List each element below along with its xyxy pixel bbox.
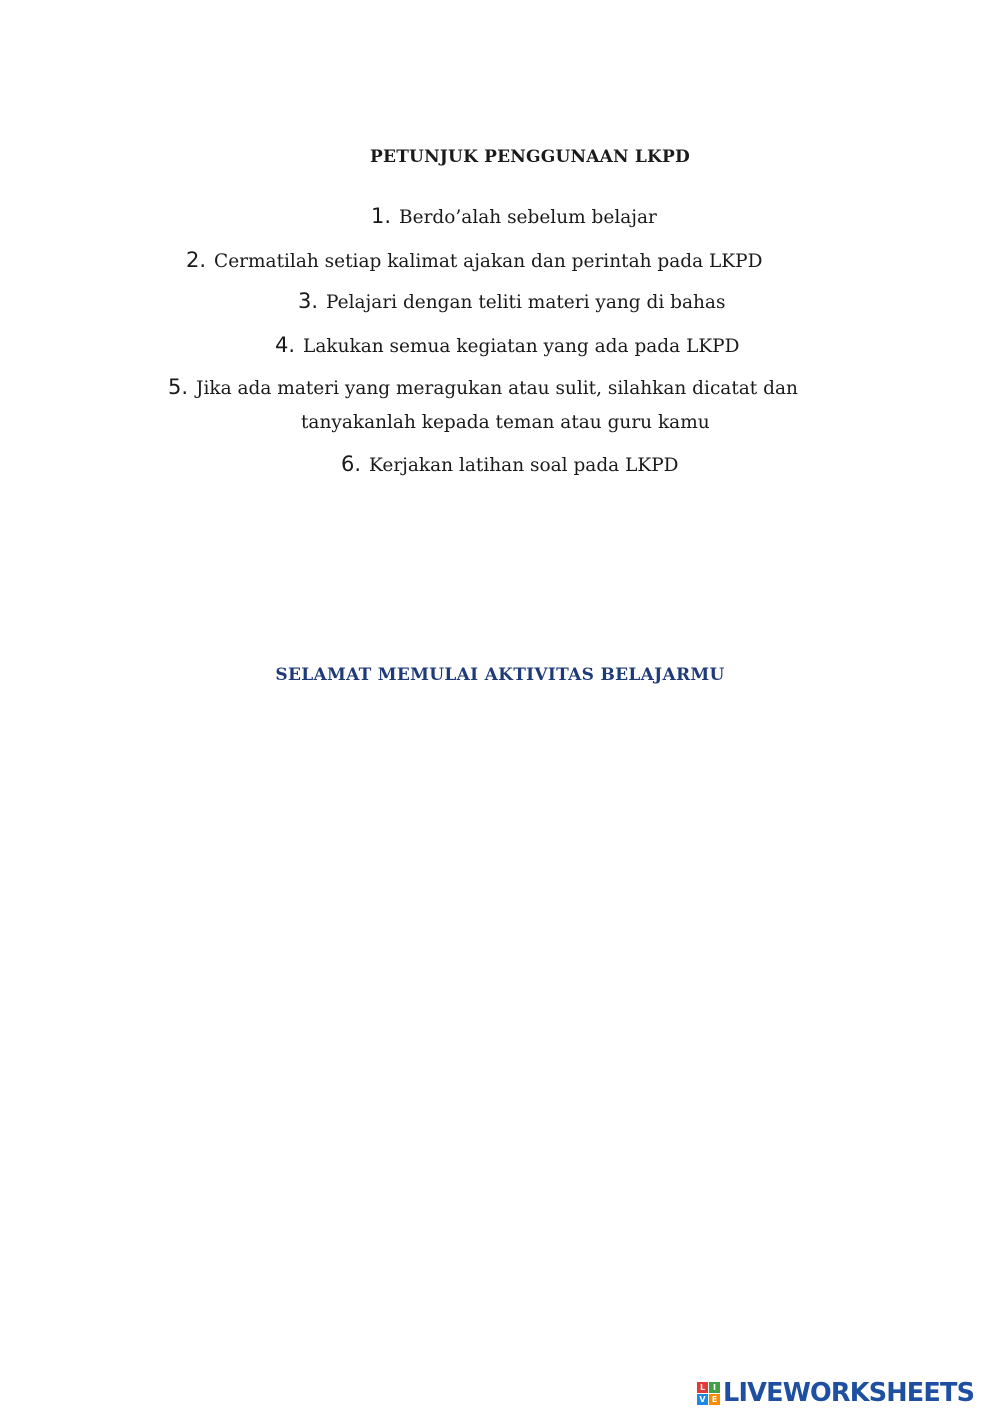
list-item <box>298 289 725 315</box>
list-item <box>168 375 798 401</box>
item-text: Berdo’alah sebelum belajar <box>399 207 657 228</box>
logo-mark-letter: I <box>709 1382 720 1393</box>
item-text: Cermatilah setiap kalimat ajakan dan perintah pada LKPD <box>214 251 763 272</box>
list-item-continuation: tanyakanlah kepada teman atau guru kamu <box>301 412 710 433</box>
logo-mark-letter: E <box>709 1394 720 1405</box>
list-item <box>341 452 678 478</box>
list-item <box>275 333 739 359</box>
list-item <box>186 248 762 274</box>
list-item <box>371 204 657 230</box>
liveworksheets-logo-icon <box>697 1382 720 1405</box>
item-number: 1. <box>371 204 392 228</box>
logo-mark-letter: L <box>697 1382 708 1393</box>
item-text: Jika ada materi yang meragukan atau sulit, silahkan dicatat dan <box>196 378 798 399</box>
logo-text: LIVEWORKSHEETS <box>723 1378 975 1408</box>
item-number: 6. <box>341 452 362 476</box>
logo-mark-letter: V <box>697 1394 708 1405</box>
item-number: 3. <box>298 289 319 313</box>
item-number: 4. <box>275 333 296 357</box>
item-text: Pelajari dengan teliti materi yang di bahas <box>326 292 726 313</box>
closing-message: SELAMAT MEMULAI AKTIVITAS BELAJARMU <box>275 665 725 685</box>
liveworksheets-logo[interactable] <box>697 1378 974 1408</box>
item-text: Kerjakan latihan soal pada LKPD <box>369 455 679 476</box>
item-number: 2. <box>186 248 207 272</box>
item-text: Lakukan semua kegiatan yang ada pada LKPD <box>303 336 740 357</box>
page-title: PETUNJUK PENGGUNAAN LKPD <box>370 147 690 167</box>
item-number: 5. <box>168 375 189 399</box>
